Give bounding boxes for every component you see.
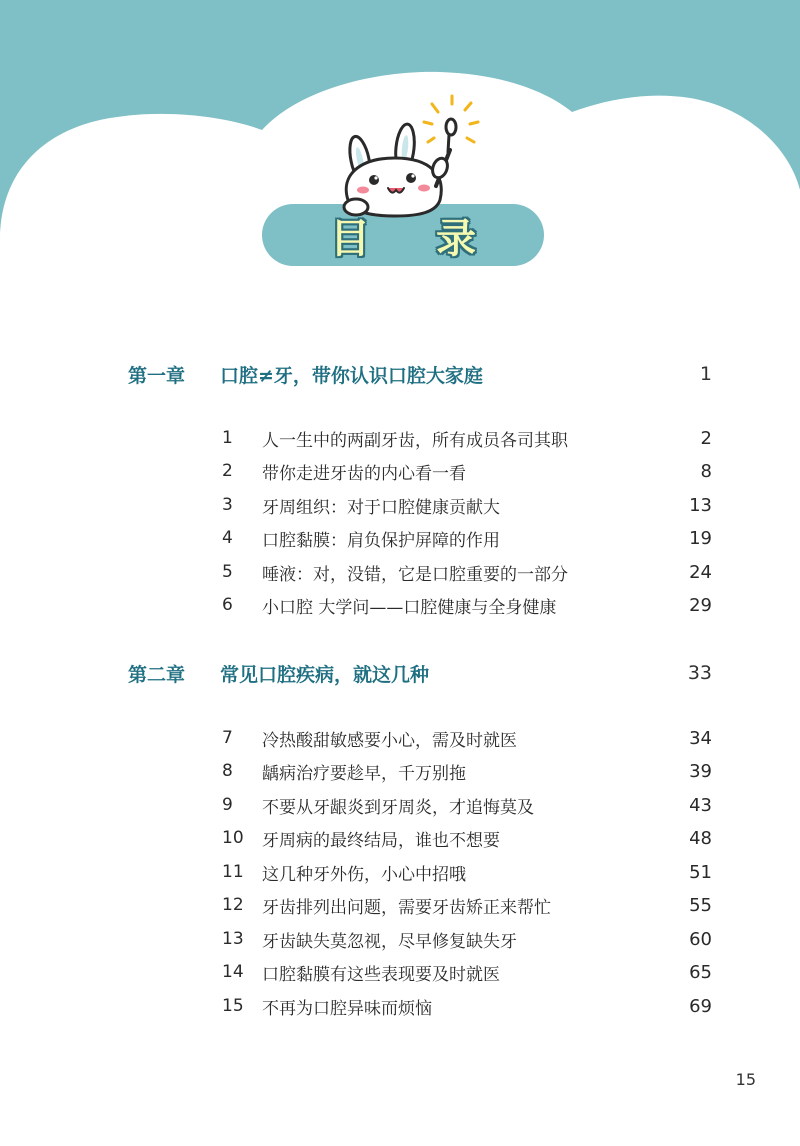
- toc-entry[interactable]: [222, 958, 712, 986]
- entry-page: 29: [689, 594, 712, 616]
- entry-page: 8: [700, 460, 712, 482]
- toc-entry[interactable]: [222, 891, 712, 919]
- entry-title: 冷热酸甜敏感要小心，需及时就医: [262, 730, 517, 751]
- toc-entry[interactable]: [222, 858, 712, 886]
- chapter-title: 常见口腔疾病，就这几种: [220, 663, 430, 686]
- toc-entry[interactable]: [222, 757, 712, 785]
- entry-title: 唾液：对，没错，它是口腔重要的一部分: [262, 564, 568, 585]
- toc-entry[interactable]: [222, 791, 712, 819]
- entry-page: 65: [689, 961, 712, 983]
- toc-entry[interactable]: [222, 524, 712, 552]
- toc-title: 目 录: [330, 215, 502, 262]
- entry-page: 19: [689, 527, 712, 549]
- page-number: 15: [735, 1070, 756, 1089]
- entry-title: 人一生中的两副牙齿，所有成员各司其职: [262, 430, 568, 451]
- toc-entry[interactable]: [222, 925, 712, 953]
- entry-number: 2: [222, 461, 233, 481]
- entry-title: 牙周组织：对于口腔健康贡献大: [262, 497, 500, 518]
- entry-number: 5: [222, 562, 233, 582]
- toc-entry[interactable]: [222, 424, 712, 452]
- entry-page: 39: [689, 760, 712, 782]
- entry-number: 8: [222, 761, 233, 781]
- chapter-title: 口腔≠牙，带你认识口腔大家庭: [220, 364, 483, 387]
- entry-page: 55: [689, 894, 712, 916]
- entry-number: 11: [222, 862, 244, 882]
- chapter-number: 第一章: [128, 364, 186, 387]
- entry-number: 12: [222, 895, 244, 915]
- entry-page: 24: [689, 561, 712, 583]
- entry-title: 不要从牙龈炎到牙周炎，才追悔莫及: [262, 797, 534, 818]
- entry-number: 14: [222, 962, 244, 982]
- entry-page: 43: [689, 794, 712, 816]
- toc-entry[interactable]: [222, 591, 712, 619]
- chapter-heading[interactable]: [128, 360, 712, 388]
- entry-title: 小口腔 大学问——口腔健康与全身健康: [262, 597, 557, 618]
- entry-number: 7: [222, 728, 233, 748]
- entry-number: 9: [222, 795, 233, 815]
- chapter-number: 第二章: [128, 663, 186, 686]
- entry-number: 3: [222, 495, 233, 515]
- entry-number: 13: [222, 929, 244, 949]
- entry-number: 15: [222, 996, 244, 1016]
- entry-page: 2: [700, 427, 712, 449]
- entry-number: 10: [222, 828, 244, 848]
- entry-number: 1: [222, 428, 233, 448]
- toc-entry[interactable]: [222, 491, 712, 519]
- entry-number: 6: [222, 595, 233, 615]
- entry-title: 这几种牙外伤，小心中招哦: [262, 864, 466, 885]
- toc-entry[interactable]: [222, 824, 712, 852]
- entry-page: 48: [689, 827, 712, 849]
- toc-entry[interactable]: [222, 457, 712, 485]
- entry-title: 口腔黏膜：肩负保护屏障的作用: [262, 530, 500, 551]
- entry-title: 龋病治疗要趁早，千万别拖: [262, 763, 466, 784]
- toc-entry[interactable]: [222, 558, 712, 586]
- chapter-page: 33: [687, 662, 712, 684]
- entry-page: 13: [689, 494, 712, 516]
- entry-title: 口腔黏膜有这些表现要及时就医: [262, 964, 500, 985]
- entry-page: 69: [689, 995, 712, 1017]
- toc-entry[interactable]: [222, 724, 712, 752]
- chapter-heading[interactable]: [128, 659, 712, 687]
- toc-entry[interactable]: [222, 992, 712, 1020]
- entry-title: 带你走进牙齿的内心看一看: [262, 463, 466, 484]
- entry-page: 51: [689, 861, 712, 883]
- entry-title: 牙齿排列出问题，需要牙齿矫正来帮忙: [262, 897, 551, 918]
- entry-page: 34: [689, 727, 712, 749]
- entry-title: 不再为口腔异味而烦恼: [262, 998, 432, 1019]
- chapter-page: 1: [699, 363, 712, 385]
- entry-number: 4: [222, 528, 233, 548]
- entry-title: 牙齿缺失莫忽视，尽早修复缺失牙: [262, 931, 517, 952]
- entry-title: 牙周病的最终结局，谁也不想要: [262, 830, 500, 851]
- entry-page: 60: [689, 928, 712, 950]
